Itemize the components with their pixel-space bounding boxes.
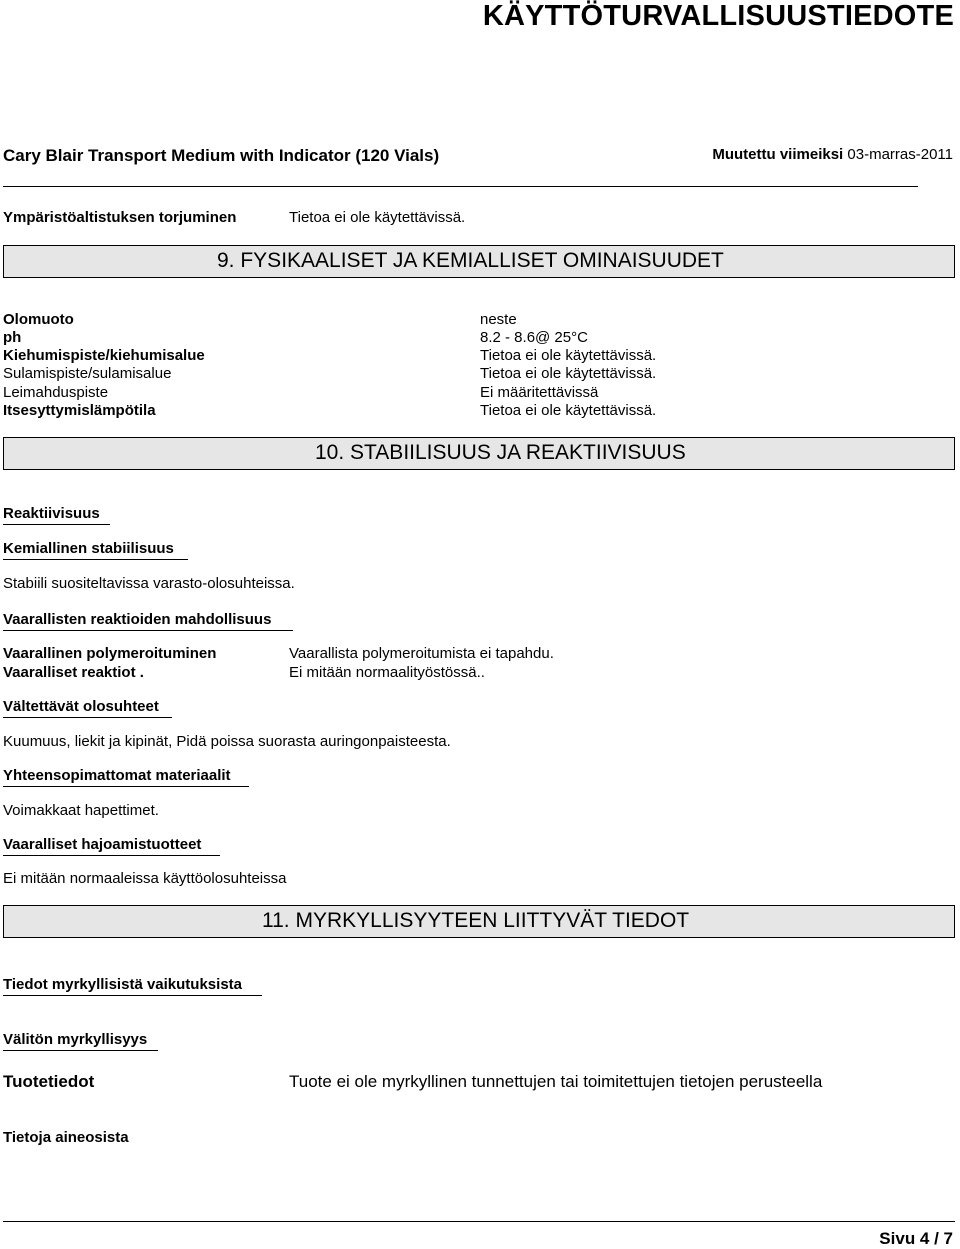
property-value: Tietoa ei ole käytettävissä. [480, 365, 657, 382]
product-name: Cary Blair Transport Medium with Indicator (120 Vials) [3, 146, 440, 165]
property-label: ph [3, 329, 22, 346]
avoid-conditions-heading: Vältettävät olosuhteet [3, 698, 159, 715]
incompatible-materials-heading: Yhteensopimattomat materiaalit [3, 767, 231, 784]
reactivity-heading: Reaktiivisuus [3, 505, 100, 522]
avoid-conditions-text: Kuumuus, liekit ja kipinät, Pidä poissa suorasta auringonpaisteesta. [3, 733, 451, 750]
reactions-value: Ei mitään normaalityöstössä.. [289, 664, 485, 681]
property-value: Ei määritettävissä [480, 384, 599, 401]
section-10-title: 10. STABIILISUUS JA REAKTIIVISUUS [315, 441, 686, 464]
property-label: Olomuoto [3, 311, 74, 328]
decomposition-products-text: Ei mitään normaaleissa käyttöolosuhteissa [3, 870, 287, 887]
acute-toxicity-heading: Välitön myrkyllisyys [3, 1031, 148, 1048]
section-11-header [3, 905, 955, 938]
property-value: 8.2 - 8.6@ 25°C [480, 329, 588, 346]
heading-underline [3, 630, 293, 631]
header-divider [3, 186, 918, 187]
revised-label: Muutettu viimeiksi [712, 146, 844, 163]
toxic-effects-heading: Tiedot myrkyllisistä vaikutuksista [3, 976, 242, 993]
stability-text: Stabiili suositeltavissa varasto-olosuhteissa. [3, 575, 295, 592]
environment-label: Ympäristöaltistuksen torjuminen [3, 209, 237, 226]
property-value: neste [480, 311, 517, 328]
heading-underline [3, 995, 262, 996]
incompatible-materials-text: Voimakkaat hapettimet. [3, 802, 159, 819]
revised-date: 03-marras-2011 [847, 146, 953, 163]
product-info-value: Tuote ei ole myrkyllinen tunnettujen tai toimitettujen tietojen perusteella [289, 1072, 823, 1091]
heading-underline [3, 786, 249, 787]
heading-underline [3, 855, 220, 856]
reactions-label: Vaaralliset reaktiot . [3, 664, 144, 681]
property-label: Sulamispiste/sulamisalue [3, 365, 172, 382]
property-label: Kiehumispiste/kiehumisalue [3, 347, 205, 364]
page-number: Sivu 4 / 7 [879, 1229, 953, 1248]
revision-info [712, 146, 953, 163]
decomposition-products-heading: Vaaralliset hajoamistuotteet [3, 836, 202, 853]
stability-heading: Kemiallinen stabiilisuus [3, 540, 174, 557]
polymerization-label: Vaarallinen polymeroituminen [3, 645, 217, 662]
heading-underline [3, 1050, 158, 1051]
component-info-heading: Tietoja aineosista [3, 1129, 129, 1146]
product-info-label: Tuotetiedot [3, 1072, 95, 1091]
property-label: Itsesyttymislämpötila [3, 402, 156, 419]
environment-value: Tietoa ei ole käytettävissä. [289, 209, 466, 226]
property-label: Leimahduspiste [3, 384, 109, 401]
section-9-title: 9. FYSIKAALISET JA KEMIALLISET OMINAISUUDET [217, 249, 724, 272]
polymerization-value: Vaarallista polymeroitumista ei tapahdu. [289, 645, 554, 662]
footer-divider [3, 1221, 955, 1222]
property-value: Tietoa ei ole käytettävissä. [480, 402, 657, 419]
hazardous-reactions-heading: Vaarallisten reaktioiden mahdollisuus [3, 611, 272, 628]
section-10-header [3, 437, 955, 470]
property-value: Tietoa ei ole käytettävissä. [480, 347, 657, 364]
heading-underline [3, 717, 172, 718]
section-9-header [3, 245, 955, 278]
section-11-title: 11. MYRKYLLISYYTEEN LIITTYVÄT TIEDOT [262, 909, 690, 932]
heading-underline [3, 524, 110, 525]
document-title: KÄYTTÖTURVALLISUUSTIEDOTE [482, 0, 954, 32]
heading-underline [3, 559, 188, 560]
